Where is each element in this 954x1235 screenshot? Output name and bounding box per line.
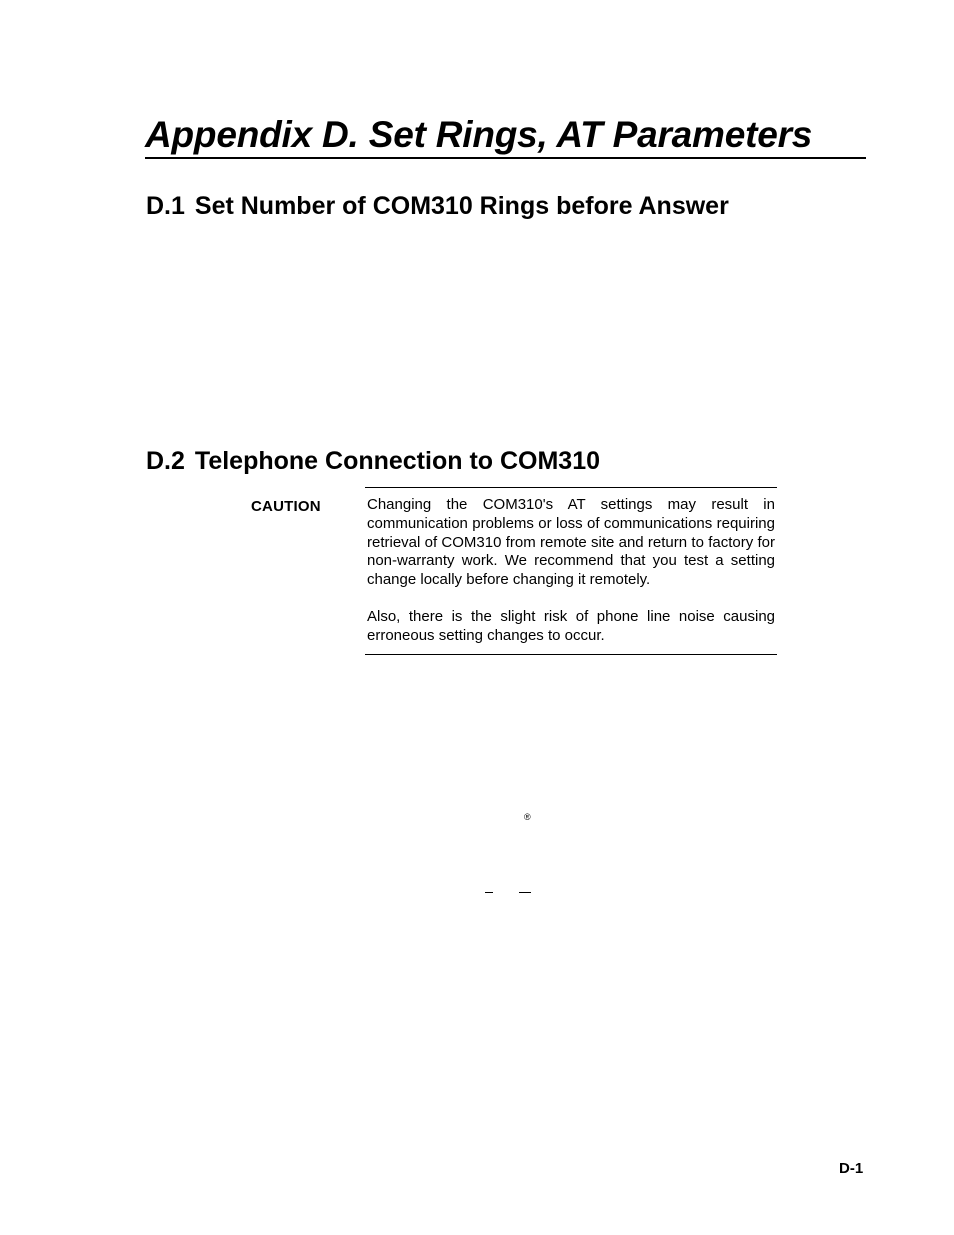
section-number: D.1 xyxy=(146,192,185,220)
underscore-mark xyxy=(485,892,493,893)
chapter-title-rule xyxy=(145,157,866,159)
caution-paragraph: Changing the COM310's AT settings may result in communication problems or loss of communications requiring retrieval of COM310 from remote site and return to factory for non-warranty work. We recommend that you test a setting change locally before changing it remotely. xyxy=(367,496,775,589)
page-number: D-1 xyxy=(839,1160,864,1177)
caution-label: CAUTION xyxy=(251,498,321,515)
underscore-mark xyxy=(519,892,531,893)
section-heading-d1 xyxy=(146,191,729,221)
registered-trademark-mark: ® xyxy=(524,812,531,822)
caution-paragraph: Also, there is the slight risk of phone line noise causing erroneous setting changes to occur. xyxy=(367,607,775,644)
section-number: D.2 xyxy=(146,447,185,475)
section-heading-d2 xyxy=(146,446,600,476)
caution-box xyxy=(365,487,777,655)
section-title: Telephone Connection to COM310 xyxy=(194,447,601,475)
chapter-title: Appendix D. Set Rings, AT Parameters xyxy=(145,114,813,155)
section-title: Set Number of COM310 Rings before Answer xyxy=(194,192,729,220)
